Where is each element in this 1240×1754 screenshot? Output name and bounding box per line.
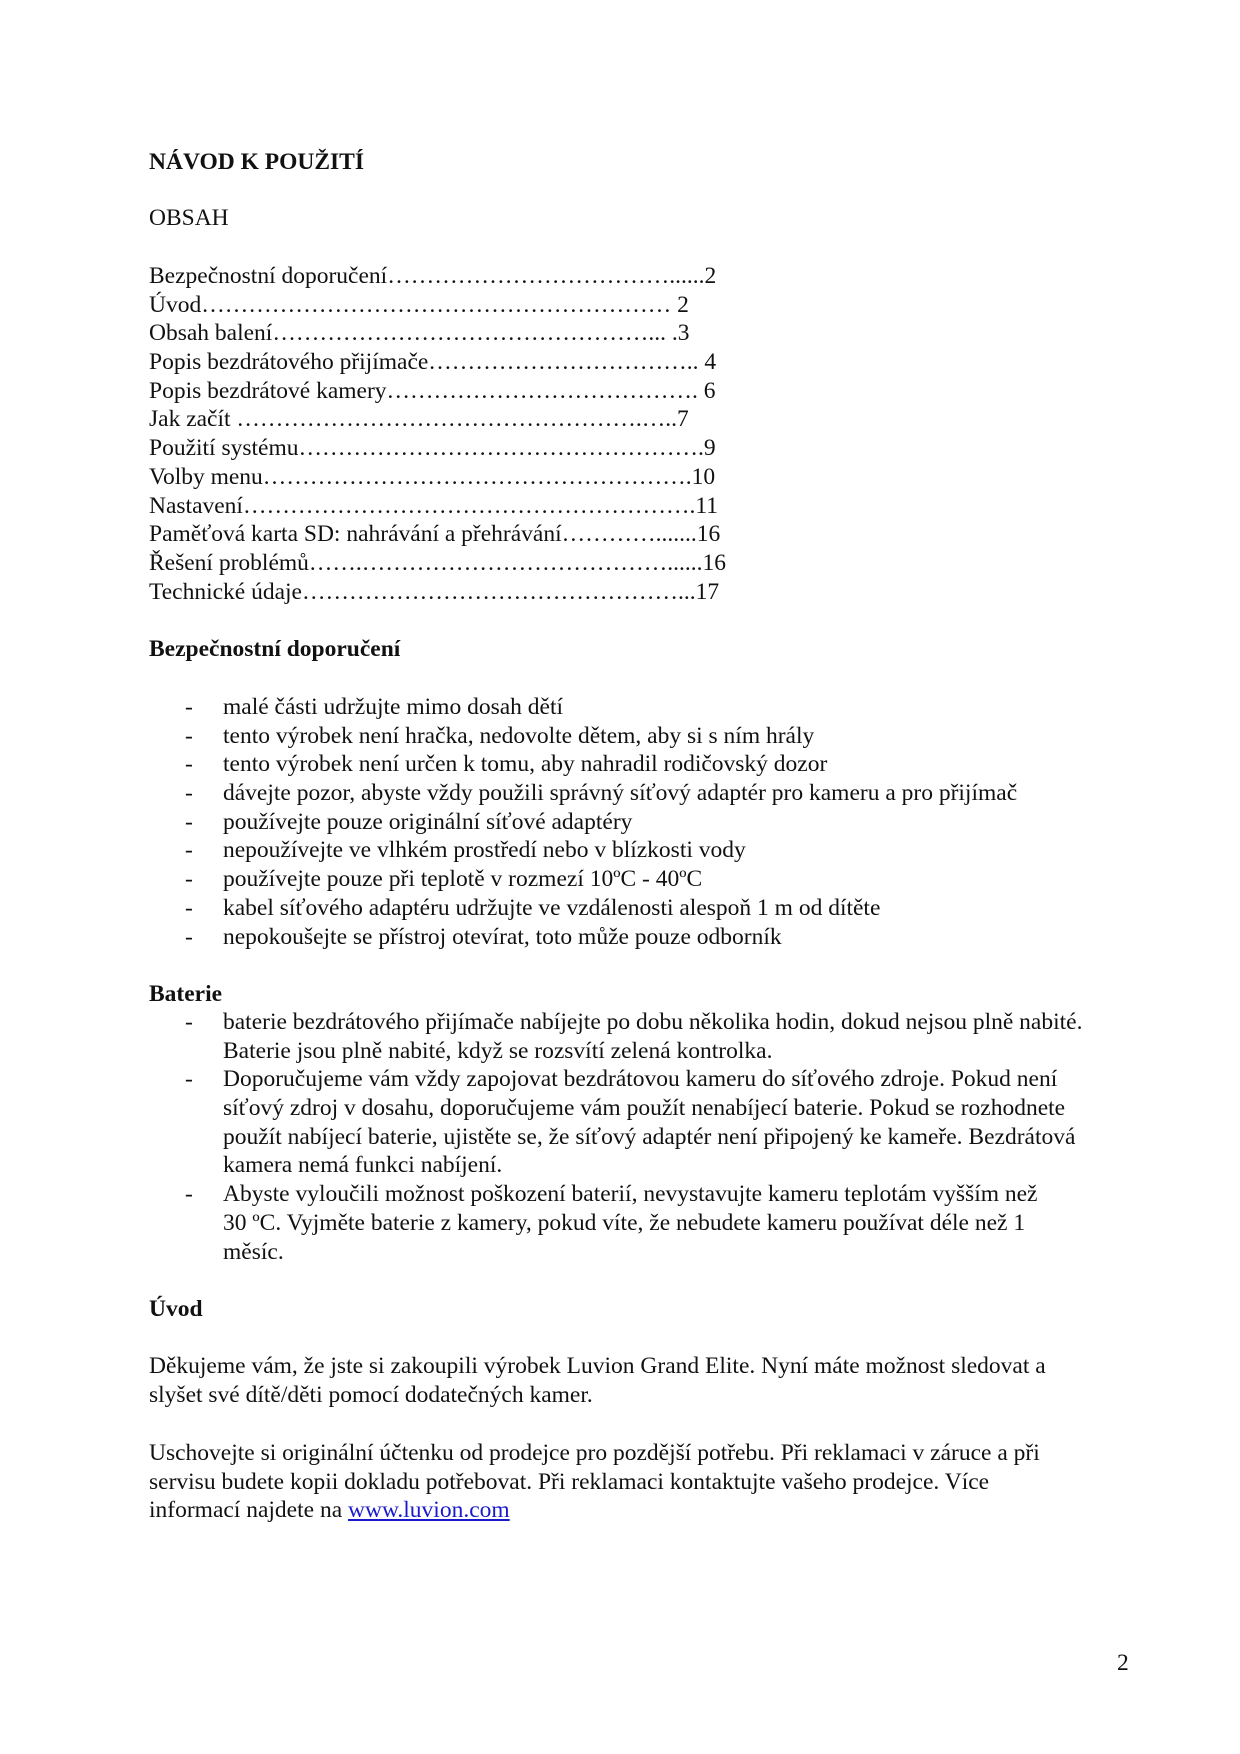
item-text: tento výrobek není hračka, nedovolte dětem, aby si s ním hrály xyxy=(223,722,815,749)
item-text-line: použít nabíjecí baterie, ujistěte se, že síťový adaptér není připojený ke kameře. Bezdrátová xyxy=(223,1123,1076,1150)
item-text-line: Doporučujeme vám vždy zapojovat bezdrátovou kameru do síťového zdroje. Pokud není xyxy=(223,1066,1058,1093)
bullet-dash: - xyxy=(185,1066,193,1093)
item-text: tento výrobek není určen k tomu, aby nahradil rodičovský dozor xyxy=(223,751,828,778)
list-item xyxy=(149,923,1017,952)
item-text: malé části udržujte mimo dosah dětí xyxy=(223,694,564,720)
list-item xyxy=(149,722,1017,751)
bullet-dash: - xyxy=(185,837,193,864)
toc-entry: Jak začít …………………………………………….…..7 xyxy=(149,406,689,433)
item-text-line: Baterie jsou plně nabité, když se rozsvítí zelená kontrolka. xyxy=(223,1037,773,1064)
toc-entry: Řešení problémů…….…………………………………......16 xyxy=(149,549,727,576)
list-item xyxy=(149,894,1017,923)
item-text: nepokoušejte se přístroj otevírat, toto může pouze odborník xyxy=(223,923,782,950)
text-line: Uschovejte si originální účtenku od prodejce pro pozdější potřebu. Při reklamaci v záruce a při xyxy=(149,1440,1040,1466)
toc-entry: Obsah balení…………………………………………... .3 xyxy=(149,320,690,347)
item-text: používejte pouze originální síťové adaptéry xyxy=(223,808,633,835)
bullet-dash: - xyxy=(185,894,193,921)
luvion-link[interactable]: www.luvion.com xyxy=(348,1497,510,1524)
list-item xyxy=(149,1065,1082,1180)
toc-entry: Úvod…………………………………………………… 2 xyxy=(149,291,689,318)
list-item xyxy=(149,750,1017,779)
item-text-line: Abyste vyloučili možnost poškození baterií, nevystavujte kameru teplotám vyšším než xyxy=(223,1181,1038,1208)
text-line: slyšet své dítě/děti pomocí dodatečných kamer. xyxy=(149,1381,593,1408)
toc-entry: Paměťová karta SD: nahrávání a přehrávání………….......16 xyxy=(149,521,721,548)
bullet-dash: - xyxy=(185,751,193,778)
list-item xyxy=(149,865,1017,894)
battery-list xyxy=(149,1008,1082,1266)
toc-entry: Použití systému…………………………………………….9 xyxy=(149,435,716,462)
page-number: 2 xyxy=(1117,1650,1129,1676)
list-item xyxy=(149,1008,1082,1065)
item-text: používejte pouze při teplotě v rozmezí 10ºC - 40ºC xyxy=(223,866,703,893)
intro-paragraph-1 xyxy=(149,1352,1046,1409)
bullet-dash: - xyxy=(185,694,193,720)
bullet-dash: - xyxy=(185,1009,193,1035)
toc-entry: Bezpečnostní doporučení………………………………......2 xyxy=(149,263,717,289)
item-text: kabel síťového adaptéru udržujte ve vzdálenosti alespoň 1 m od dítěte xyxy=(223,894,881,921)
safety-list xyxy=(149,693,1017,951)
text-line xyxy=(149,1496,1040,1525)
list-item xyxy=(149,779,1017,808)
bullet-dash: - xyxy=(185,923,193,950)
toc-entry: Popis bezdrátového přijímače…………………………….. 4 xyxy=(149,349,717,376)
toc-entry: Popis bezdrátové kamery…………………………………. 6 xyxy=(149,377,716,404)
safety-heading: Bezpečnostní doporučení xyxy=(149,636,401,662)
battery-heading: Baterie xyxy=(149,981,223,1007)
bullet-dash: - xyxy=(185,808,193,835)
toc-heading: OBSAH xyxy=(149,205,229,231)
text-line: servisu budete kopii dokladu potřebovat. Při reklamaci kontaktujte vašeho prodejce. Více xyxy=(149,1468,990,1495)
text-line: Děkujeme vám, že jste si zakoupili výrobek Luvion Grand Elite. Nyní máte možnost sledovat a xyxy=(149,1353,1046,1379)
bullet-dash: - xyxy=(185,722,193,749)
item-text-line: měsíc. xyxy=(223,1238,284,1265)
item-text-line: baterie bezdrátového přijímače nabíjejte po dobu několika hodin, dokud nejsou plně nabité. xyxy=(223,1009,1083,1035)
intro-paragraph-2 xyxy=(149,1439,1040,1525)
item-text: nepoužívejte ve vlhkém prostředí nebo v blízkosti vody xyxy=(223,837,746,864)
text: informací najdete na xyxy=(149,1497,349,1524)
page-title: NÁVOD K POUŽITÍ xyxy=(149,149,364,175)
list-item xyxy=(149,693,1017,722)
bullet-dash: - xyxy=(185,780,193,807)
bullet-dash: - xyxy=(185,1181,193,1208)
list-item xyxy=(149,836,1017,865)
toc-entry: Technické údaje…………………………………………...17 xyxy=(149,578,720,605)
item-text-line: 30 ºC. Vyjměte baterie z kamery, pokud víte, že nebudete kameru používat déle než 1 xyxy=(223,1209,1026,1236)
intro-heading: Úvod xyxy=(149,1296,203,1322)
item-text-line: síťový zdroj v dosahu, doporučujeme vám použít nenabíjecí baterie. Pokud se rozhodnete xyxy=(223,1095,1066,1122)
list-item xyxy=(149,1180,1082,1266)
bullet-dash: - xyxy=(185,866,193,893)
toc-entry: Nastavení………………………………………………….11 xyxy=(149,492,718,519)
table-of-contents xyxy=(149,262,726,606)
item-text: dávejte pozor, abyste vždy použili správný síťový adaptér pro kameru a pro přijímač xyxy=(223,780,1018,807)
item-text-line: kamera nemá funkci nabíjení. xyxy=(223,1152,503,1179)
list-item xyxy=(149,808,1017,837)
toc-entry: Volby menu……………………………………………….10 xyxy=(149,463,716,490)
